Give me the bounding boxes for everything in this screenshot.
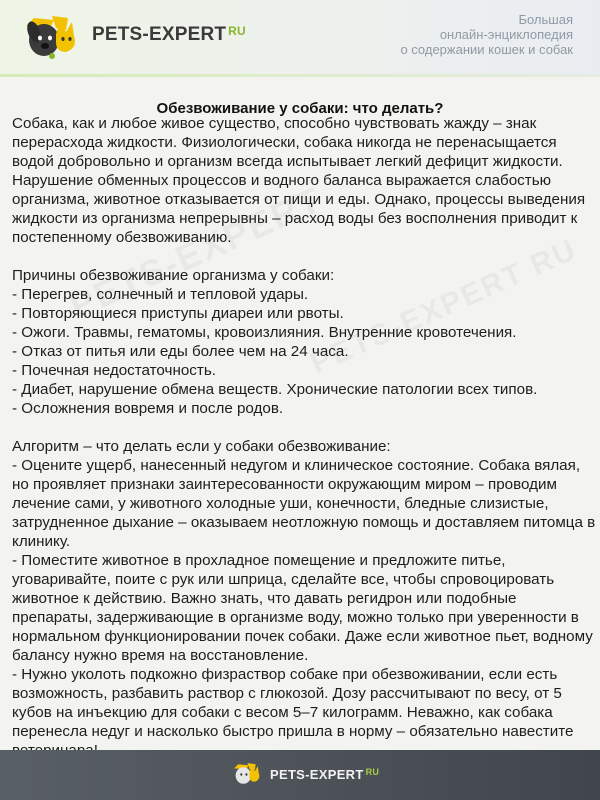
site-footer bbox=[0, 750, 600, 800]
footer-brand[interactable] bbox=[270, 767, 379, 782]
article-paragraph: Причины обезвоживание организма у собаки: - Перегрев, солнечный и тепловой удары. - Повторяющиеся приступы диареи или рвоты. - Ожоги. Травмы, гематомы, кровоизлияния. Внутренние кровотечения. - Отказ от питья или еды более чем на 24 часа. - Почечная недостаточность. - Диабет, нарушение обмена веществ. Хронические патологии всех типов. - Осложнения вовремя и после родов. bbox=[12, 267, 538, 417]
site-header bbox=[0, 0, 600, 74]
footer-brand-suffix: RU bbox=[365, 767, 380, 777]
article-paragraph: Собака, как и любое живое существо, способно чувствовать жажду – знак перерасхода жидкости. Физиологически, собака никогда не перенасыщается водой добровольно и организм всегда испытывает легкий дефицит жидкости. Нарушение обменных процессов и водного баланса выражается слабостью организма, животное отказывается от пищи и еды. Однако, процессы выведения жидкости из организма непрерывны – расход воды без восполнения приводит к постепенному обезвоживанию. bbox=[12, 115, 586, 246]
brand-suffix: RU bbox=[228, 24, 246, 38]
dog-cat-logo-icon[interactable] bbox=[22, 14, 84, 60]
article-body bbox=[12, 114, 596, 760]
footer-brand-text: PETS-EXPERT bbox=[270, 767, 364, 782]
article-paragraph: Алгоритм – что делать если у собаки обезвоживание: - Оцените ущерб, нанесенный недугом и клиническое состояние. Собака вялая, но проявляет признаки заинтересованности окружающим миром – проводим лечение сами, у животного холодные уши, конечности, бледные слизистые, затрудненное дыхание – оказываем неотложную помощь и доставляем питомца в клинику. - Поместите животное в прохладное помещение и предложите питье, уговаривайте, поите с рук или шприца, сделайте все, чтобы спровоцировать животное к действию. Важно знать, что давать регидрон или подобные препараты, задерживающие в организме воду, можно только при уверенности в нормальном функционировании почек собаки. Даже если животное пьет, водному балансу нужно время на восстановление. - Нужно уколоть подкожно физраствор собаке при обезвоживании, если есть возможность, разбавить раствор с глюкозой. Дозу рассчитывают по весу, от 5 кубов на инъекцию для собаки с весом 5–7 килограмм. Неважно, как собака перенесла недуг и насколько быстро пришла в норму – обязательно навестите bbox=[12, 438, 596, 740]
header-divider bbox=[0, 74, 600, 77]
site-brand[interactable] bbox=[92, 24, 246, 46]
brand-text: PETS-EXPERT bbox=[92, 24, 227, 45]
tagline-line: о содержании кошек и собак bbox=[400, 42, 573, 57]
dog-cat-logo-icon[interactable] bbox=[232, 760, 264, 788]
site-tagline bbox=[400, 12, 573, 57]
tagline-line: Большая bbox=[518, 12, 573, 27]
tagline-line: онлайн-энциклопедия bbox=[439, 27, 573, 42]
article-title: Обезвоживание у собаки: что делать? bbox=[156, 100, 444, 118]
